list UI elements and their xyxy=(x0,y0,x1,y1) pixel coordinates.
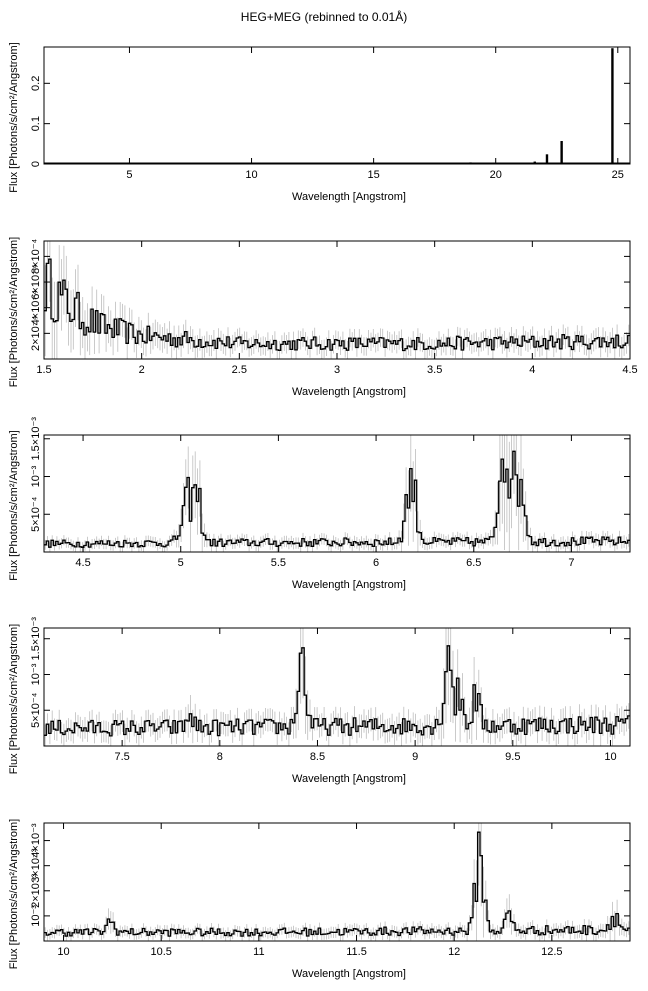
chart-title: HEG+MEG (rebinned to 0.01Å) xyxy=(240,10,408,24)
y-tick-label: 8×10⁻⁴ xyxy=(30,238,42,275)
plot-area xyxy=(44,779,630,941)
x-tick-label: 9 xyxy=(412,751,419,763)
y-axis-label: Flux [Photons/s/cm²/Angstrom] xyxy=(8,623,20,775)
x-tick-label: 5 xyxy=(177,557,184,569)
error-bars xyxy=(45,779,629,941)
emission-line-8 xyxy=(560,141,562,164)
x-tick-label: 10.5 xyxy=(150,946,172,958)
plot-area xyxy=(44,48,630,164)
x-tick-label: 3.5 xyxy=(427,364,443,376)
x-tick-label: 8 xyxy=(216,751,223,763)
x-tick-label: 1.5 xyxy=(36,364,52,376)
x-tick-label: 3 xyxy=(333,364,341,376)
plot-frame xyxy=(44,823,630,941)
plot-area xyxy=(44,586,630,746)
y-tick-label: 3×10⁻³ xyxy=(30,848,42,883)
error-bars xyxy=(45,395,629,553)
x-tick-label: 10 xyxy=(604,751,617,763)
y-tick-label: 1.5×10⁻³ xyxy=(30,617,42,661)
y-axis-label: Flux [Photons/s/cm²/Angstrom] xyxy=(8,236,20,388)
spectrum-line xyxy=(44,832,630,936)
y-tick-label: 2×10⁻⁴ xyxy=(30,315,42,352)
y-axis-label: Flux [Photons/s/cm²/Angstrom] xyxy=(8,42,20,193)
x-tick-label: 5 xyxy=(126,169,133,181)
x-axis-label: Wavelength [Angstrom] xyxy=(292,191,406,203)
plot-area xyxy=(44,216,630,359)
y-tick-label: 5×10⁻⁴ xyxy=(30,692,42,728)
chart-panel-2 xyxy=(8,216,638,398)
chart-panel-4 xyxy=(8,586,630,785)
x-tick-label: 6.5 xyxy=(466,557,482,569)
y-tick-label: 2×10⁻³ xyxy=(30,873,42,908)
y-tick-label: 5×10⁻⁴ xyxy=(30,496,42,532)
x-tick-label: 8.5 xyxy=(309,751,326,763)
y-tick-label: 0.1 xyxy=(30,116,42,132)
x-axis-label: Wavelength [Angstrom] xyxy=(292,773,406,785)
y-axis-label: Flux [Photons/s/cm²/Angstrom] xyxy=(8,818,20,970)
x-tick-label: 12.5 xyxy=(541,946,563,958)
x-tick-label: 20 xyxy=(489,169,502,181)
y-tick-label: 6×10⁻⁴ xyxy=(30,264,42,300)
y-tick-label: 1.5×10⁻³ xyxy=(30,417,42,461)
x-tick-label: 11 xyxy=(253,946,265,958)
x-axis-label: Wavelength [Angstrom] xyxy=(292,968,406,980)
plot-frame xyxy=(44,435,630,552)
x-tick-label: 12 xyxy=(448,946,461,958)
x-tick-label: 5.5 xyxy=(270,557,287,569)
x-tick-label: 7 xyxy=(568,557,575,569)
chart-panel-3 xyxy=(8,395,630,592)
x-tick-label: 7.5 xyxy=(114,751,130,763)
y-tick-label: 10⁻³ xyxy=(30,465,42,488)
x-tick-label: 4.5 xyxy=(75,557,91,569)
x-tick-label: 10 xyxy=(245,169,258,181)
y-tick-label: 0 xyxy=(30,160,42,168)
x-tick-label: 11.5 xyxy=(346,946,367,958)
chart-panel-1 xyxy=(8,42,630,203)
x-tick-label: 15 xyxy=(367,169,380,181)
chart-panel-5 xyxy=(8,779,630,980)
x-tick-label: 10 xyxy=(57,946,70,958)
x-tick-label: 2.5 xyxy=(231,364,247,376)
y-tick-label: 4×10⁻⁴ xyxy=(30,290,42,326)
plot-frame xyxy=(44,47,630,164)
spectrum-line xyxy=(44,451,630,547)
y-axis-label: Flux [Photons/s/cm²/Angstrom] xyxy=(8,430,20,581)
x-axis-label: Wavelength [Angstrom] xyxy=(292,579,406,591)
x-axis-label: Wavelength [Angstrom] xyxy=(292,386,406,398)
x-tick-label: 4 xyxy=(529,364,536,376)
x-tick-label: 25 xyxy=(611,169,624,181)
y-tick-label: 10⁻³ xyxy=(30,663,42,686)
x-tick-label: 4.5 xyxy=(622,364,638,376)
x-tick-label: 6 xyxy=(373,557,380,569)
y-tick-label: 10⁻³ xyxy=(30,905,42,927)
y-tick-label: 4×10⁻³ xyxy=(30,823,42,858)
emission-line-9 xyxy=(611,48,613,164)
x-tick-label: 9.5 xyxy=(505,751,521,763)
plot-area xyxy=(44,395,630,553)
y-tick-label: 0.2 xyxy=(30,75,42,91)
x-tick-label: 2 xyxy=(138,364,145,376)
emission-line-7 xyxy=(546,154,548,164)
